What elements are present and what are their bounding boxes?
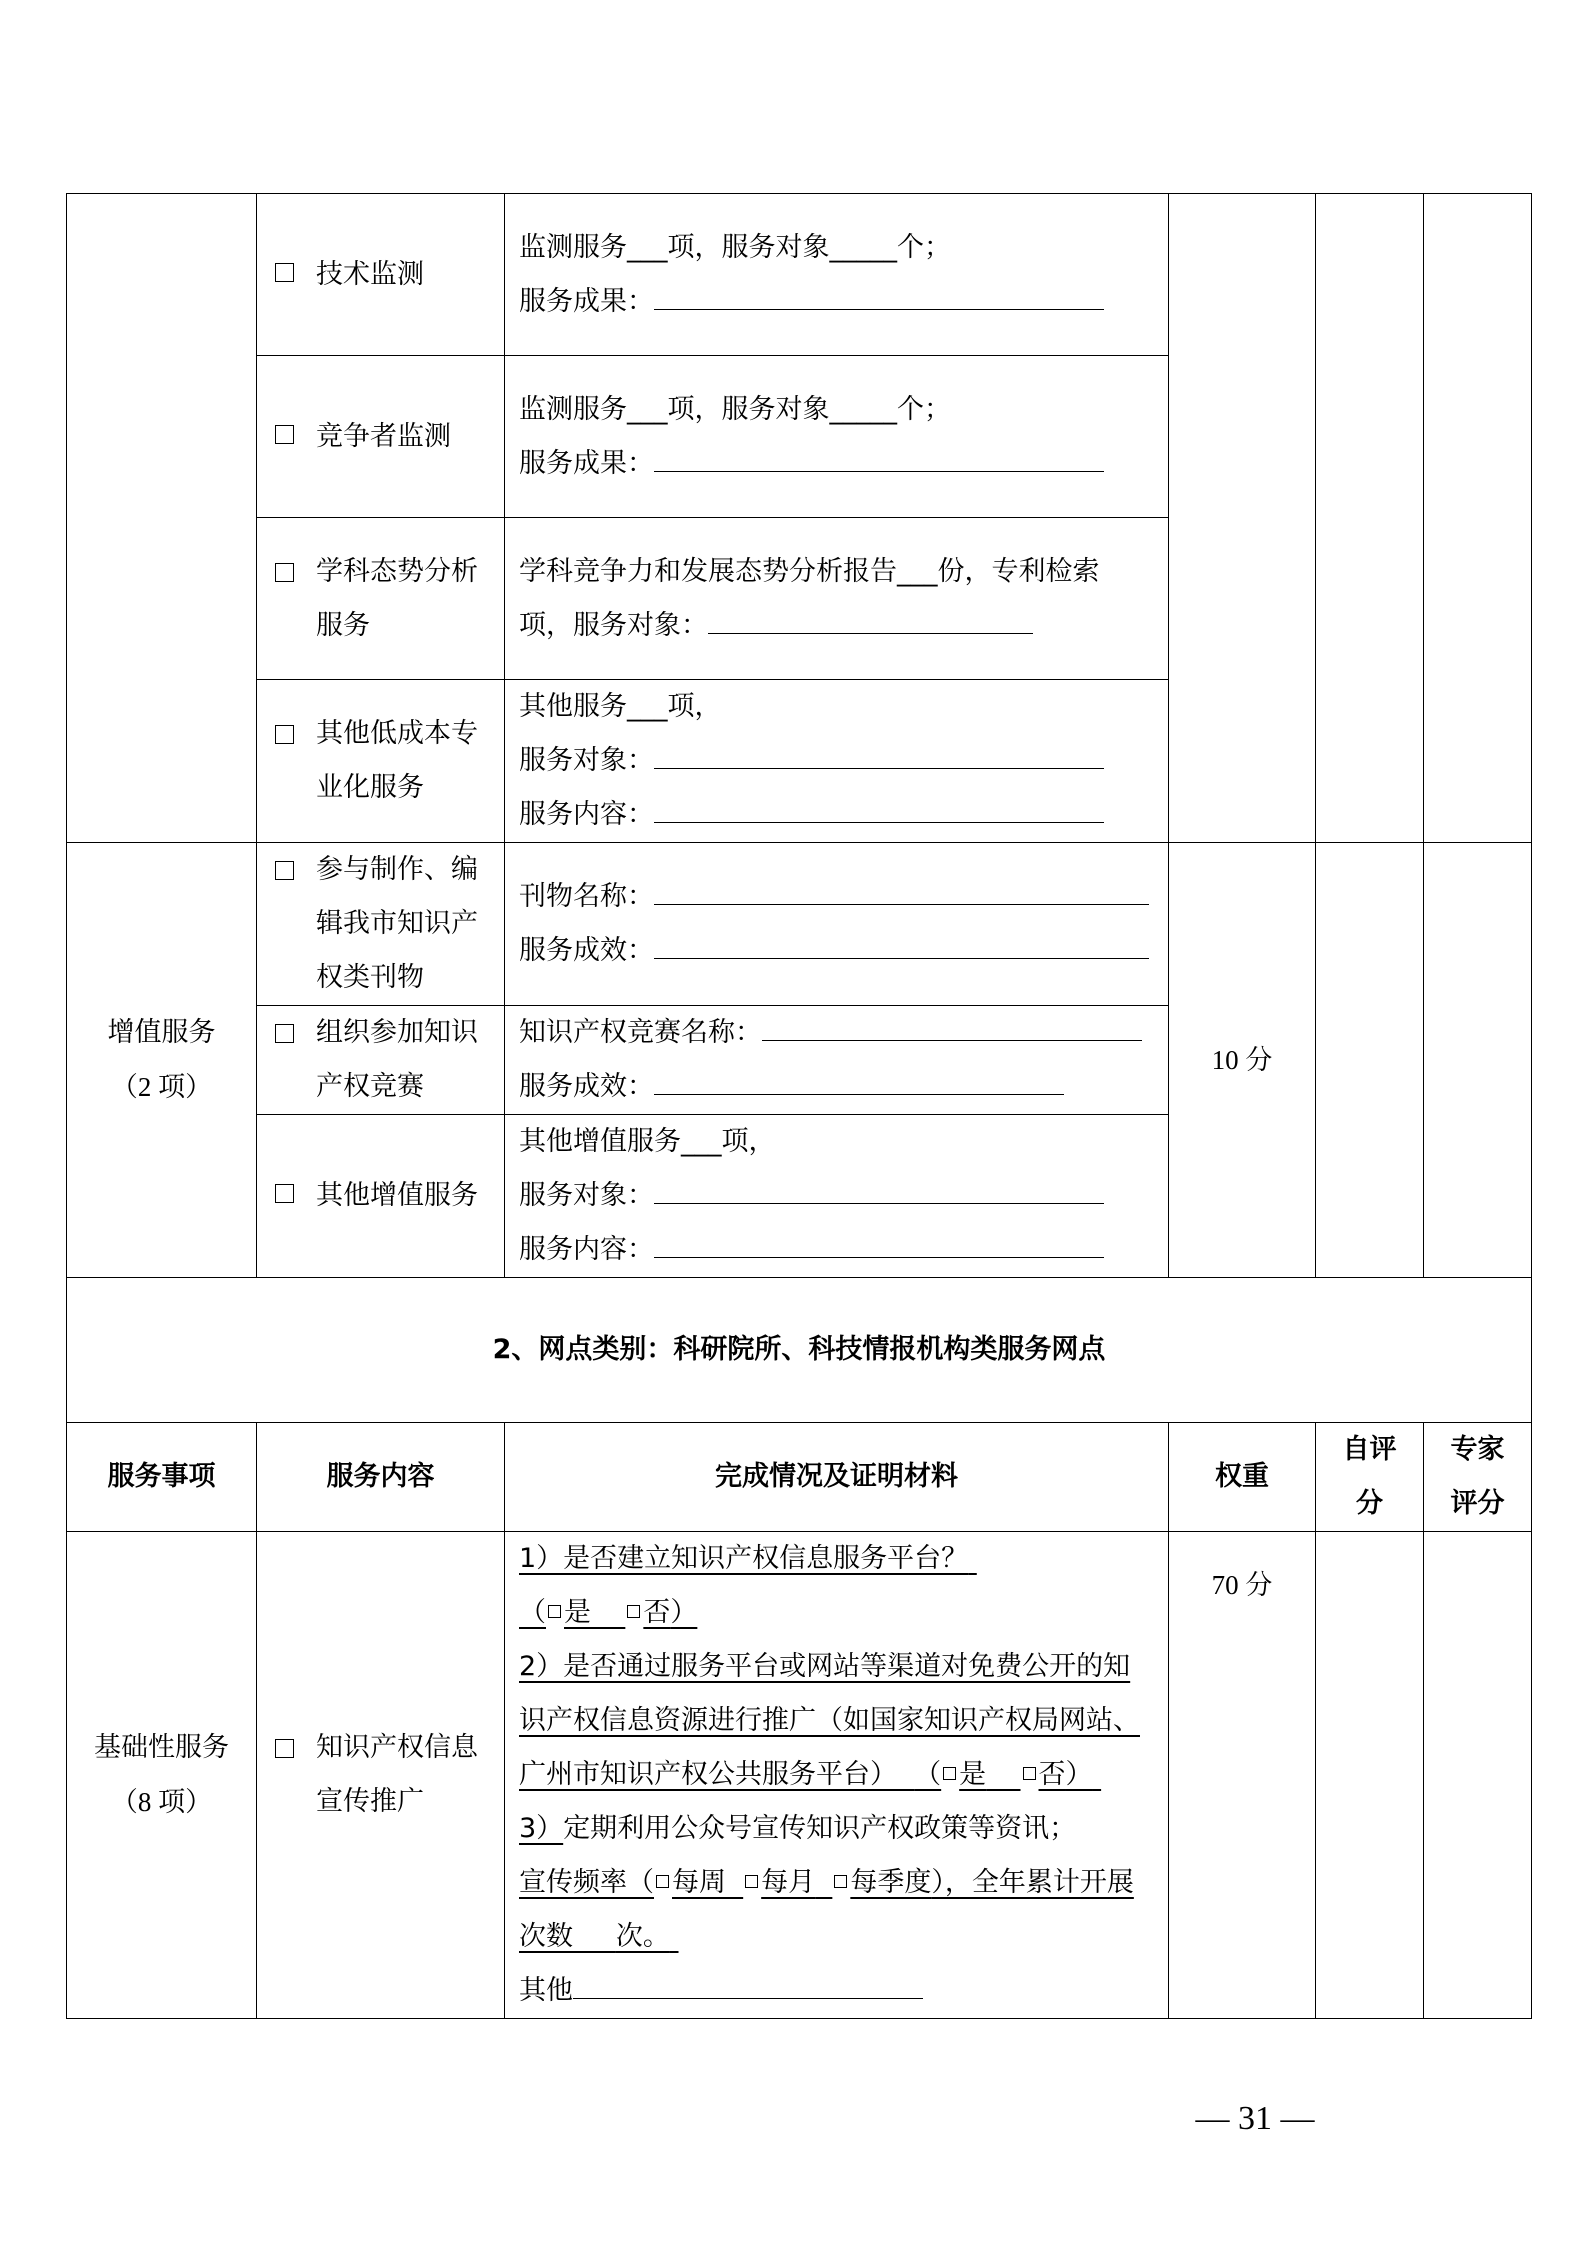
self-score-cell[interactable] [1316,1532,1424,2019]
service-item: 知识产权信息 宣传推广 [257,1532,505,2019]
service-item: 技术监测 [257,194,505,356]
fill-blank[interactable] [762,1010,1142,1041]
evidence-line: 服务内容： [519,1234,654,1265]
category-count: （2 项） [110,1072,213,1102]
question-1: 1）是否建立知识产权信息服务平台？ [519,1543,969,1574]
weight-value: 10 分 [1169,843,1316,1278]
evidence-cell [505,518,1169,680]
fill-blank[interactable] [654,279,1104,310]
table-row [67,843,1532,1006]
evidence-line: 服务成效： [519,1071,654,1102]
category-label: 基础性服务 [94,1732,229,1763]
checkbox[interactable] [275,263,294,282]
section-title: 2、网点类别：科研院所、科技情报机构类服务网点 [67,1278,1532,1423]
header-self-score: 自评 分 [1316,1423,1424,1532]
fill-blank[interactable] [654,1064,1064,1095]
evidence-cell [505,843,1169,1006]
expert-score-cell[interactable] [1424,1532,1532,2019]
evidence-line: 监测服务___项，服务对象_____个； [519,393,951,425]
fill-blank[interactable] [654,928,1149,959]
self-score-cell[interactable] [1316,843,1424,1278]
weight-value: 70 分 [1169,1532,1316,2019]
quarterly-checkbox[interactable] [834,1875,847,1888]
expert-score-cell[interactable] [1424,194,1532,843]
evidence-cell [505,356,1169,518]
evidence-line: 服务成果： [519,285,654,317]
evaluation-table [66,193,1532,2019]
question-3: 3） [519,1813,564,1844]
fill-blank[interactable] [573,1968,923,1999]
service-item: 组织参加知识 产权竞赛 [257,1006,505,1115]
evidence-line: 其他服务___项， [519,691,722,722]
page-number: — 31 — [1195,2100,1315,2137]
evidence-line: 服务成果： [519,447,654,479]
checkbox[interactable] [275,861,294,880]
evidence-line: 服务内容： [519,799,654,830]
checkbox[interactable] [275,1024,294,1043]
service-item: 学科态势分析 服务 [257,518,505,680]
evidence-line: 知识产权竞赛名称： [519,1017,762,1048]
header-row [67,1423,1532,1532]
evidence-line: 监测服务___项，服务对象_____个； [519,231,951,263]
category-cell [67,1532,257,2019]
category-cell [67,843,257,1278]
checkbox[interactable] [275,1184,294,1203]
evidence-cell [505,680,1169,843]
expert-score-cell[interactable] [1424,843,1532,1278]
header-content: 服务内容 [257,1423,505,1532]
weekly-checkbox[interactable] [656,1875,669,1888]
monthly-checkbox[interactable] [745,1875,758,1888]
section-title-row [67,1278,1532,1423]
fill-blank[interactable] [654,1227,1104,1258]
service-item: 其他增值服务 [257,1115,505,1278]
checkbox[interactable] [275,725,294,744]
table-row [67,194,1532,356]
evidence-line: 服务对象： [519,745,654,776]
table-row [67,1532,1532,2019]
no-checkbox[interactable] [1023,1767,1036,1780]
evidence-line: 学科竞争力和发展态势分析报告___份，专利检索 [519,555,1100,587]
evidence-cell [505,1115,1169,1278]
weight-cell [1169,194,1316,843]
service-item: 竞争者监测 [257,356,505,518]
no-checkbox[interactable] [627,1605,640,1618]
evidence-line: 项，服务对象： [519,609,708,641]
fill-blank[interactable] [708,603,1033,634]
checkbox[interactable] [275,425,294,444]
fill-blank[interactable] [654,441,1104,472]
q1-options: （ 是 否） [519,1597,698,1628]
header-evidence: 完成情况及证明材料 [505,1423,1169,1532]
header-weight: 权重 [1169,1423,1316,1532]
evidence-line: 刊物名称： [519,881,654,912]
evidence-cell: 1）是否建立知识产权信息服务平台？ （ 是 否） 2）是否通过服务平台或网站等渠道对免费公开的知 识产权信息资源进行推广（如国家知识产权局网站、 广州市知识产权公共服务平台） （ 是 否） 3）定期利用公众号宣传知识产权政策等资讯； 宣传频率（ 每周 每月 每季度），全年累计开展 次数 次。 其他 [505,1532,1169,2019]
category-cell-empty [67,194,257,843]
category-count: （8 项） [110,1787,213,1817]
fill-blank[interactable] [654,1173,1104,1204]
service-item: 参与制作、编 辑我市知识产 权类刊物 [257,843,505,1006]
evidence-line: 其他增值服务___项， [519,1126,776,1157]
evidence-cell [505,1006,1169,1115]
checkbox[interactable] [275,1739,294,1758]
fill-blank[interactable] [654,792,1104,823]
category-label: 增值服务 [107,1017,216,1048]
header-expert-score: 专家 评分 [1424,1423,1532,1532]
yes-checkbox[interactable] [943,1767,956,1780]
fill-blank[interactable] [654,874,1149,905]
yes-checkbox[interactable] [548,1605,561,1618]
fill-blank[interactable] [654,738,1104,769]
evidence-line: 服务成效： [519,935,654,966]
header-item: 服务事项 [67,1423,257,1532]
evidence-cell [505,194,1169,356]
service-item: 其他低成本专 业化服务 [257,680,505,843]
evidence-line: 服务对象： [519,1180,654,1211]
question-2: 2）是否通过服务平台或网站等渠道对免费公开的知 [519,1651,1131,1682]
self-score-cell[interactable] [1316,194,1424,843]
other-label: 其他 [519,1975,573,2006]
checkbox[interactable] [275,563,294,582]
